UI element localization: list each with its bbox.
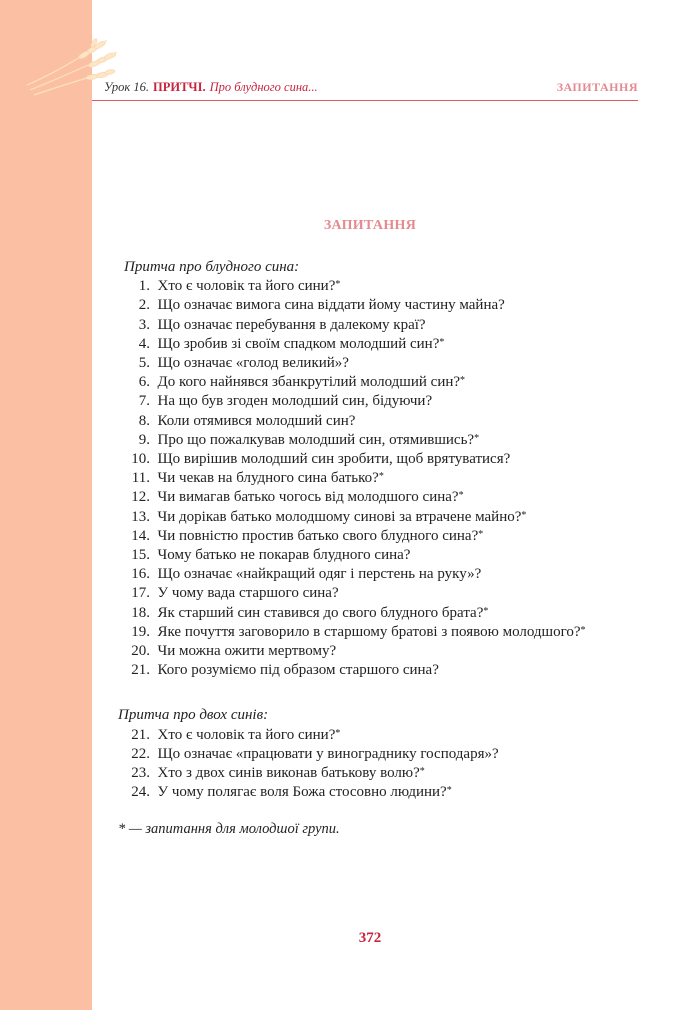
question-item — [118, 745, 638, 764]
question-item — [118, 546, 638, 565]
question-text-body: Що означає вимога сина віддати йому частину майна? — [157, 297, 505, 314]
younger-group-star: * — [378, 471, 384, 483]
question-text-body: Хто є чоловік та його сини? — [157, 278, 336, 295]
question-text — [158, 642, 337, 661]
question-item — [118, 764, 638, 783]
header-title: ПРИТЧІ. — [153, 80, 206, 94]
younger-group-star: * — [458, 490, 464, 502]
question-item — [118, 412, 638, 431]
question-text — [158, 661, 439, 680]
question-number: 4. — [138, 335, 150, 352]
question-number: 8. — [138, 412, 150, 429]
question-text — [158, 745, 499, 764]
question-text-body: Що означає перебування в далекому краї? — [157, 316, 426, 333]
question-number: 7. — [138, 393, 150, 410]
question-text — [158, 354, 349, 373]
question-number: 18. — [131, 604, 150, 621]
younger-group-star: * — [439, 336, 445, 348]
younger-group-star: * — [335, 727, 341, 739]
question-text-body: Чи повністю простив батько свого блудного сина? — [157, 527, 479, 544]
question-text — [158, 565, 482, 584]
question-number: 16. — [131, 566, 150, 583]
question-number: 3. — [138, 316, 150, 333]
question-number: 12. — [131, 489, 150, 506]
running-header — [104, 80, 638, 100]
question-text-body: Чи вимагав батько чогось від молодшого сина? — [157, 489, 459, 506]
side-color-strip — [0, 0, 92, 1010]
question-text-body: Коли отямився молодший син? — [157, 412, 356, 429]
question-item — [118, 450, 638, 469]
question-number: 23. — [131, 765, 150, 782]
younger-group-star: * — [580, 624, 586, 636]
group-title-two-sons: Притча про двох синів: — [118, 707, 269, 724]
question-text-body: Кого розуміємо під образом старшого сина? — [157, 662, 439, 679]
question-text-body: У чому полягає воля Божа стосовно людини? — [157, 784, 447, 801]
question-text-body: До кого найнявся збанкрутілий молодший син? — [157, 374, 461, 391]
question-text-body: Що вирішив молодший син зробити, щоб врятуватися? — [157, 451, 511, 468]
question-number: 20. — [131, 643, 150, 660]
question-number: 19. — [131, 623, 150, 640]
question-text-body: Хто з двох синів виконав батькову волю? — [157, 765, 420, 782]
question-number: 17. — [131, 585, 150, 602]
question-item — [118, 508, 638, 527]
question-text — [158, 335, 445, 354]
question-text — [158, 764, 425, 783]
page-number: 372 — [358, 930, 382, 946]
question-list-two-sons — [118, 726, 638, 803]
footnote: * — запитання для молодшої групи. — [118, 821, 340, 838]
question-text — [158, 546, 411, 565]
question-item — [118, 392, 638, 411]
question-item — [118, 565, 638, 584]
question-text — [158, 508, 527, 527]
question-item — [118, 354, 638, 373]
question-text — [158, 431, 480, 450]
question-number: 21. — [131, 726, 150, 743]
younger-group-star: * — [483, 605, 489, 617]
question-text-body: Чи дорікав батько молодшому синові за втрачене майно? — [157, 508, 522, 525]
younger-group-star: * — [474, 432, 480, 444]
question-text-body: Що означає «найкращий одяг і перстень на руку»? — [157, 566, 482, 583]
question-text-body: У чому вада старшого сина? — [157, 585, 339, 602]
question-text — [158, 783, 452, 802]
question-text — [158, 412, 356, 431]
question-text-body: Чи чекав на блудного сина батько? — [157, 470, 379, 487]
question-item — [118, 604, 638, 623]
question-item — [118, 783, 638, 802]
question-number: 22. — [131, 745, 150, 762]
younger-group-star: * — [478, 528, 484, 540]
question-text-body: Яке почуття заговорило в старшому братові з появою молодшого? — [157, 623, 581, 640]
question-text-body: Як старший син ставився до свого блудного брата? — [157, 604, 484, 621]
question-item — [118, 661, 638, 680]
question-text-body: На що був згоден молодший син, бідуючи? — [157, 393, 433, 410]
question-number: 1. — [138, 278, 150, 295]
question-text — [158, 450, 511, 469]
question-number: 15. — [131, 547, 150, 564]
question-item — [118, 584, 638, 603]
question-item — [118, 316, 638, 335]
question-item — [118, 527, 638, 546]
question-number: 11. — [131, 470, 150, 487]
question-text — [158, 469, 384, 488]
question-item — [118, 488, 638, 507]
question-item — [118, 726, 638, 745]
question-text — [158, 373, 466, 392]
question-item — [118, 373, 638, 392]
question-list-prodigal-son — [118, 277, 638, 680]
header-section: ЗАПИТАННЯ — [556, 80, 638, 94]
question-number: 13. — [131, 508, 150, 525]
question-text — [158, 296, 505, 315]
question-item — [118, 469, 638, 488]
younger-group-star: * — [460, 375, 466, 387]
header-subtitle: Про блудного сина... — [209, 80, 318, 94]
question-item — [118, 296, 638, 315]
question-number: 21. — [131, 662, 150, 679]
question-item — [118, 642, 638, 661]
section-heading: ЗАПИТАННЯ — [323, 218, 417, 233]
questions-content — [118, 258, 638, 840]
younger-group-star: * — [419, 766, 425, 778]
question-text — [158, 604, 489, 623]
question-text — [158, 488, 464, 507]
question-number: 2. — [138, 297, 150, 314]
question-item — [118, 431, 638, 450]
question-text-body: Що зробив зі своїм спадком молодший син? — [157, 335, 440, 352]
question-text-body: Хто є чоловік та його сини? — [157, 726, 336, 743]
question-text-body: Про що пожалкував молодший син, отямившись? — [157, 431, 475, 448]
question-text — [158, 392, 433, 411]
question-item — [118, 623, 638, 642]
question-number: 5. — [138, 355, 150, 372]
question-text-body: Чому батько не покарав блудного сина? — [157, 547, 411, 564]
question-number: 6. — [138, 374, 150, 391]
header-lesson: Урок 16. — [104, 80, 150, 94]
question-text — [158, 316, 426, 335]
question-text — [158, 726, 341, 745]
question-text — [158, 584, 339, 603]
header-divider — [92, 100, 638, 101]
question-text-body: Чи можна ожити мертвому? — [157, 643, 337, 660]
question-text — [158, 623, 586, 642]
question-text — [158, 527, 484, 546]
group-title-prodigal-son: Притча про блудного сина: — [124, 259, 300, 275]
question-number: 24. — [131, 784, 150, 801]
question-number: 10. — [131, 451, 150, 468]
question-number: 9. — [138, 431, 150, 448]
younger-group-star: * — [521, 509, 527, 521]
question-item — [118, 335, 638, 354]
younger-group-star: * — [446, 785, 452, 797]
younger-group-star: * — [335, 279, 341, 291]
question-text — [158, 277, 341, 296]
question-text-body: Що означає «голод великий»? — [157, 355, 349, 372]
question-item — [118, 277, 638, 296]
question-number: 14. — [131, 527, 150, 544]
question-text-body: Що означає «працювати у винограднику господаря»? — [157, 745, 499, 762]
